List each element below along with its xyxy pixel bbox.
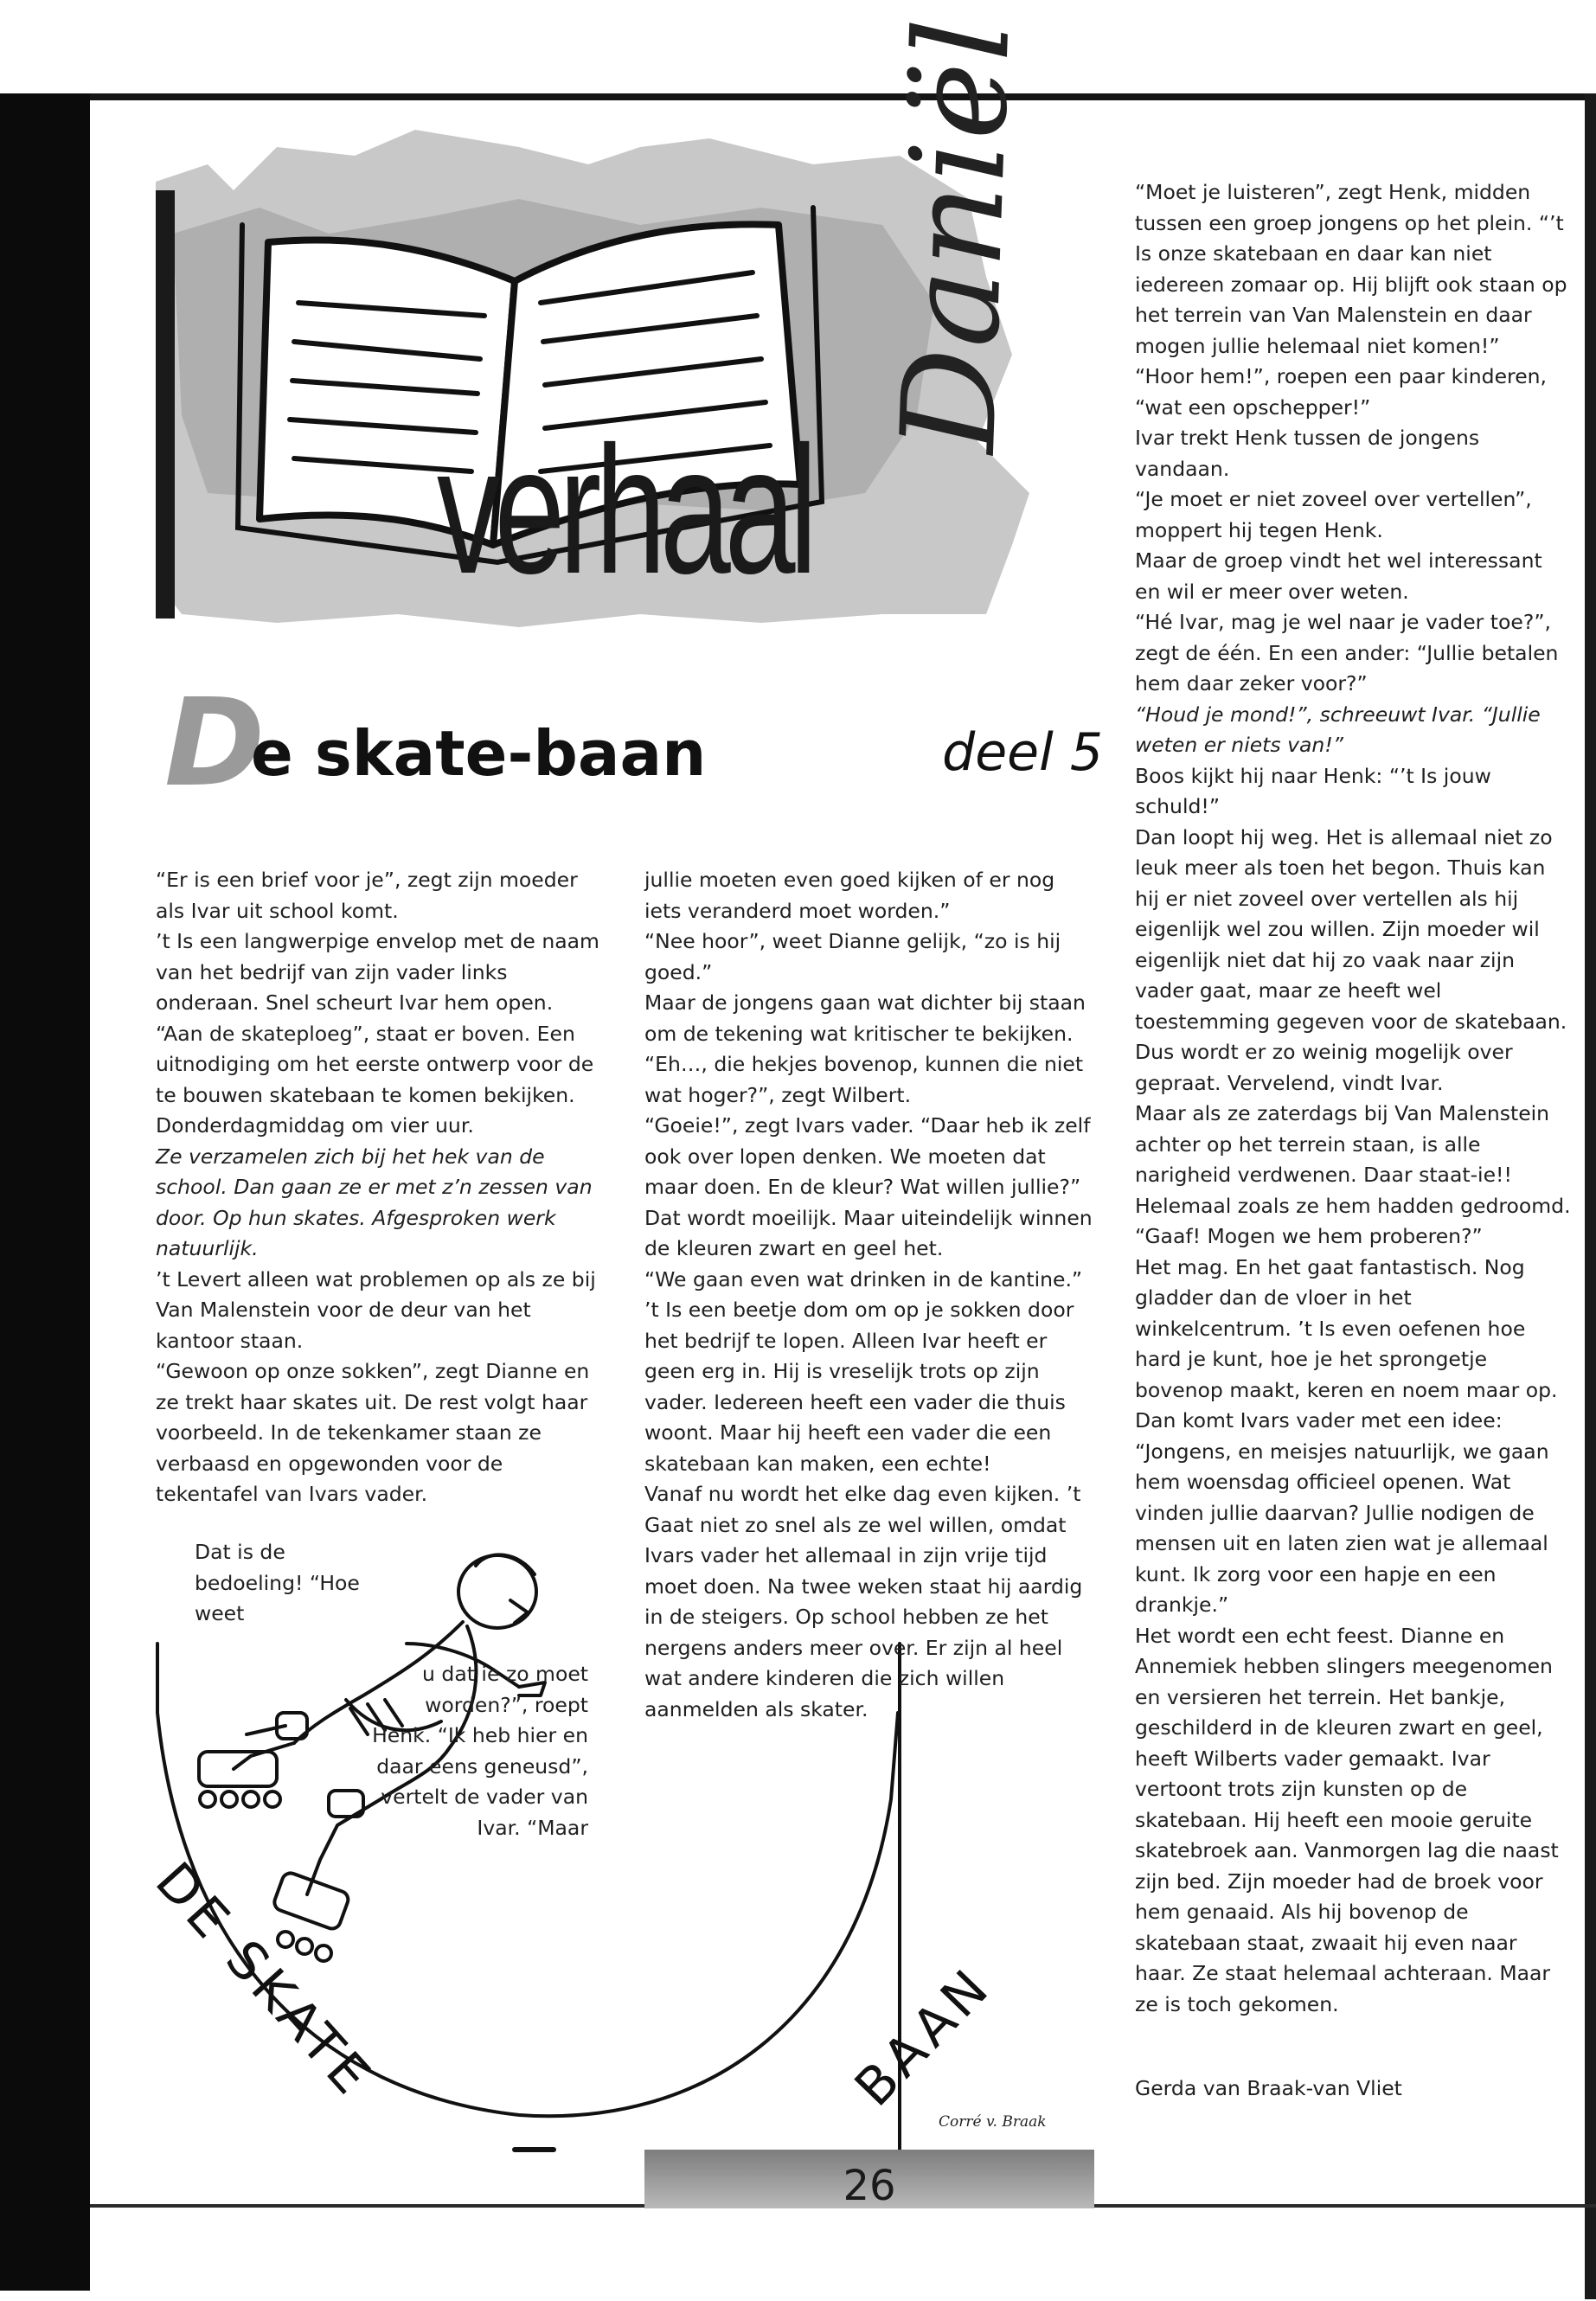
story-title-row [156,673,1103,814]
page-number-bar [644,2150,1094,2208]
paragraph: “Houd je mond!”, schreeuwt Ivar. “Jullie weten er niets van!” [1135,702,1541,757]
paragraph: Boos kijkt hij naar Henk: “’t Is jouw schuld!” [1135,763,1491,818]
column-1 [156,865,610,1510]
author-signature: Daniël [874,15,1040,456]
paragraph: “Goeie!”, zegt Ivars vader. “Daar heb ik zelf ook over lopen denken. We moeten dat maar doen. En de kleur? Wat willen jullie?” [644,1113,1091,1199]
wrapped-text-left: Dat is de bedoeling! “Hoe weet [195,1540,360,1625]
paragraph: jullie moeten even goed kijken of er nog iets veranderd moet worden.” [644,868,1055,923]
ramp-label-left: DE SKATE [143,1851,385,2110]
paragraph: Maar de groep vindt het wel interessant en wil er meer over weten. [1135,548,1542,604]
story-title: e skate-baan [251,717,707,790]
column-2 [644,865,1094,1725]
paragraph: Dan loopt hij weg. Het is allemaal niet zo leuk meer als toen het begon. Thuis kan hij er niet zoveel over vertellen als hij eigenlijk wel zou willen. Zijn moeder wil eigenlijk niet dat hij zo vaak naar zijn vader gaat, maar ze heeft wel toestemming gegeven voor de skatebaan. Dus wordt er zo weinig mogelijk over gepraat. Vervelend, vindt Ivar. [1135,824,1567,1095]
paragraph: “Nee hoor”, weet Dianne gelijk, “zo is hij goed.” [644,929,1061,984]
paragraph: “Gaaf! Mogen we hem proberen?” [1135,1224,1483,1248]
illustrator-credit: Corré v. Braak [939,2113,1047,2131]
ramp-label-right: BAAN [843,1955,1003,2118]
paragraph: ’t Is een beetje dom om op je sokken door het bedrijf te lopen. Alleen Ivar heeft er geen erg in. Hij is vreselijk trots op zijn vader. Iedereen heeft een vader die thuis woont. Maar hij heeft een vader die een skatebaan kan maken, een echte! [644,1298,1074,1476]
paragraph: Ze verzamelen zich bij het hek van de school. Dan gaan ze er met z’n zessen van door. Op hun skates. Afgesproken werk natuurlijk. [156,1144,593,1260]
page-number: 26 [843,2162,896,2210]
wrapped-text-right: u dat ie zo moet worden?”, roept Henk. “Ik heb hier en daar eens geneusd”, vertelt de vader van Ivar. “Maar [372,1662,588,1840]
paragraph: “Hoor hem!”, roepen een paar kinderen, “wat een opschepper!” [1135,364,1548,420]
scan-border-top [90,93,1596,100]
section-title: verhaal [437,408,812,612]
paragraph: Dan komt Ivars vader met een idee: “Jongens, en meisjes natuurlijk, we gaan hem woensdag officieel openen. Wat vinden jullie daarvan? Jullie nodigen de mensen uit en laten zien wat je allemaal kunt. Ik zorg voor een hapje en een drankje.” [1135,1408,1549,1617]
paragraph: Maar de jongens gaan wat dichter bij staan om de tekening wat kritischer te bekijken. [644,990,1086,1046]
scan-border-right [1585,93,1596,2299]
paragraph: Vanaf nu wordt het elke dag even kijken. ’t Gaat niet zo snel als ze wel willen, omdat Ivars vader het allemaal in zijn vrije tijd moet doen. Na twee weken staat hij aardig in de steigers. Op school hebben ze het nergens anders meer over. Er zijn al heel wat andere kinderen die zich willen aanmelden als skater. [644,1482,1083,1721]
scan-margin-top [0,0,1596,93]
paragraph: Maar als ze zaterdags bij Van Malenstein achter op het terrein staan, is alle narigheid verdwenen. Daar staat-ie!! Helemaal zoals ze hem hadden gedroomd. [1135,1101,1571,1218]
paragraph: “Aan de skateploeg”, staat er boven. Een uitnodiging om het eerste ontwerp voor de te bouwen skatebaan te komen bekijken. Donderdagmiddag om vier uur. [156,1021,594,1138]
paragraph: ’t Is een langwerpige envelop met de naam van het bedrijf van zijn vader links onderaan. Snel scheurt Ivar hem open. [156,929,599,1015]
paragraph: “Eh…, die hekjes bovenop, kunnen die niet wat hoger?”, zegt Wilbert. [644,1052,1084,1107]
paragraph: ’t Levert alleen wat problemen op als ze bij Van Malenstein voor de deur van het kantoor staan. [156,1266,596,1353]
paragraph: Dat wordt moeilijk. Maar uiteindelijk winnen de kleuren zwart en geel het. [644,1205,1093,1260]
part-label: deel 5 [942,722,1103,783]
paragraph: “Je moet er niet zoveel over vertellen”, moppert hij tegen Henk. [1135,487,1532,542]
scan-border-left [0,93,90,2291]
paragraph: Ivar trekt Henk tussen de jongens vandaan. [1135,426,1480,481]
title-initial: D [164,673,266,814]
paragraph: Het mag. En het gaat fantastisch. Nog gladder dan de vloer in het winkelcentrum. ’t Is even oefenen hoe hard je kunt, hoe je het sprongetje bovenop maakt, keren en noem maar op. [1135,1254,1558,1402]
paragraph: “Moet je luisteren”, zegt Henk, midden tussen een groep jongens op het plein. “’t Is onze skatebaan en daar kan niet iedereen zomaar op. Hij blijft ook staan op het terrein van Van Malenstein en daar mogen jullie helemaal niet komen!” [1135,180,1567,358]
paragraph: “Hé Ivar, mag je wel naar je vader toe?”, zegt de één. En een ander: “Jullie betalen hem daar zeker voor?” [1135,610,1559,695]
paragraph: “We gaan even wat drinken in de kantine.” [644,1266,1083,1292]
author-credit: Gerda van Braak-van Vliet [1135,2076,1402,2100]
paragraph: “Gewoon op onze sokken”, zegt Dianne en ze trekt haar skates uit. De rest volgt haar voorbeeld. In de tekenkamer staan ze verbaasd en opgewonden voor de tekentafel van Ivars vader. [156,1359,590,1506]
paragraph: “Er is een brief voor je”, zegt zijn moeder als Ivar uit school komt. [156,868,578,923]
paragraph: Het wordt een echt feest. Dianne en Annemiek hebben slingers meegenomen en versieren het terrein. Het bankje, geschilderd in de kleuren zwart en geel, heeft Wilberts vader gemaakt. Ivar vertoont trots zijn kunsten op de skatebaan. Hij heeft een mooie geruite skatebroek aan. Vanmorgen lag die naast zijn bed. Zijn moeder had de broek voor hem genaaid. Als hij bovenop de skatebaan staat, zwaait hij even naar haar. Ze staat helemaal achteraan. Maar ze is toch gekomen. [1135,1623,1559,2016]
column-3 [1135,177,1572,2020]
